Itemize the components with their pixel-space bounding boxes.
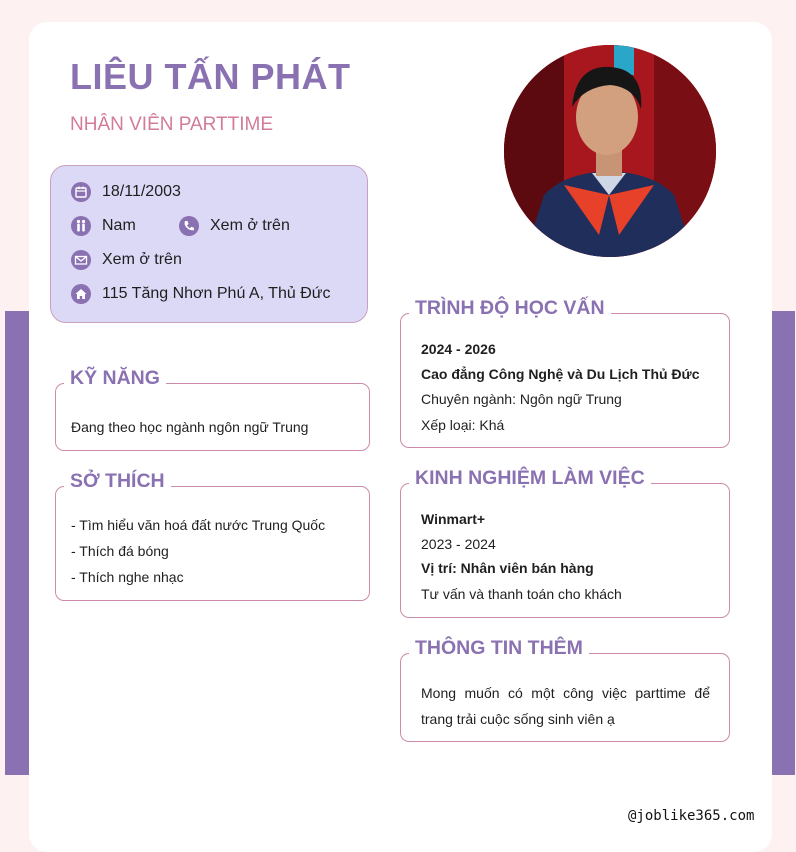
hobbies-section xyxy=(55,470,370,601)
phone-icon xyxy=(179,216,199,236)
experience-body xyxy=(421,507,711,607)
birthday-value: 18/11/2003 xyxy=(102,183,181,200)
watermark: @joblike365.com xyxy=(628,808,755,824)
skills-text: Đang theo học ngành ngôn ngữ Trung xyxy=(71,419,309,435)
education-major: Chuyên ngành: Ngôn ngữ Trung xyxy=(421,391,622,407)
birthday-row xyxy=(71,182,181,202)
candidate-name: LIÊU TẤN PHÁT xyxy=(70,56,351,97)
skills-title: KỸ NĂNG xyxy=(64,367,166,390)
experience-period: 2023 - 2024 xyxy=(421,535,496,552)
experience-title: KINH NGHIỆM LÀM VIỆC xyxy=(409,467,651,490)
experience-section xyxy=(400,467,730,618)
additional-info-section xyxy=(400,637,730,742)
hobbies-title: SỞ THÍCH xyxy=(64,470,171,493)
decor-band-right xyxy=(772,311,795,775)
home-icon xyxy=(71,284,91,304)
education-rank: Xếp loại: Khá xyxy=(421,417,505,433)
calendar-icon xyxy=(71,182,91,202)
address-row xyxy=(71,284,330,304)
hobbies-list xyxy=(71,512,351,590)
education-school: Cao đẳng Công Nghệ và Du Lịch Thủ Đức xyxy=(421,365,700,382)
education-period: 2024 - 2026 xyxy=(421,341,496,357)
hobby-item: - Thích đá bóng xyxy=(71,543,169,559)
additional-info-title: THÔNG TIN THÊM xyxy=(409,637,589,660)
hobby-item: - Thích nghe nhạc xyxy=(71,569,184,585)
email-row xyxy=(71,250,182,270)
hobby-item: - Tìm hiểu văn hoá đất nước Trung Quốc xyxy=(71,517,326,533)
phone-value[interactable]: Xem ở trên xyxy=(210,217,290,234)
additional-info-text: Mong muốn có một công việc parttime để trang trải cuộc sống sinh viên ạ xyxy=(421,685,710,727)
phone-row xyxy=(179,216,290,236)
skills-section xyxy=(55,367,370,451)
gender-row xyxy=(71,216,136,236)
job-title: NHÂN VIÊN PARTTIME xyxy=(70,114,274,135)
education-section xyxy=(400,297,730,448)
gender-icon xyxy=(71,216,91,236)
education-body xyxy=(421,337,711,438)
email-value[interactable]: Xem ở trên xyxy=(102,251,182,268)
education-title: TRÌNH ĐỘ HỌC VẤN xyxy=(409,297,611,320)
profile-photo xyxy=(504,45,716,257)
email-icon xyxy=(71,250,91,270)
experience-description: Tư vấn và thanh toán cho khách xyxy=(421,585,622,602)
address-value: 115 Tăng Nhơn Phú A, Thủ Đức xyxy=(102,285,331,302)
gender-value: Nam xyxy=(102,217,136,234)
experience-company: Winmart+ xyxy=(421,511,486,527)
experience-position: Vị trí: Nhân viên bán hàng xyxy=(421,560,594,576)
